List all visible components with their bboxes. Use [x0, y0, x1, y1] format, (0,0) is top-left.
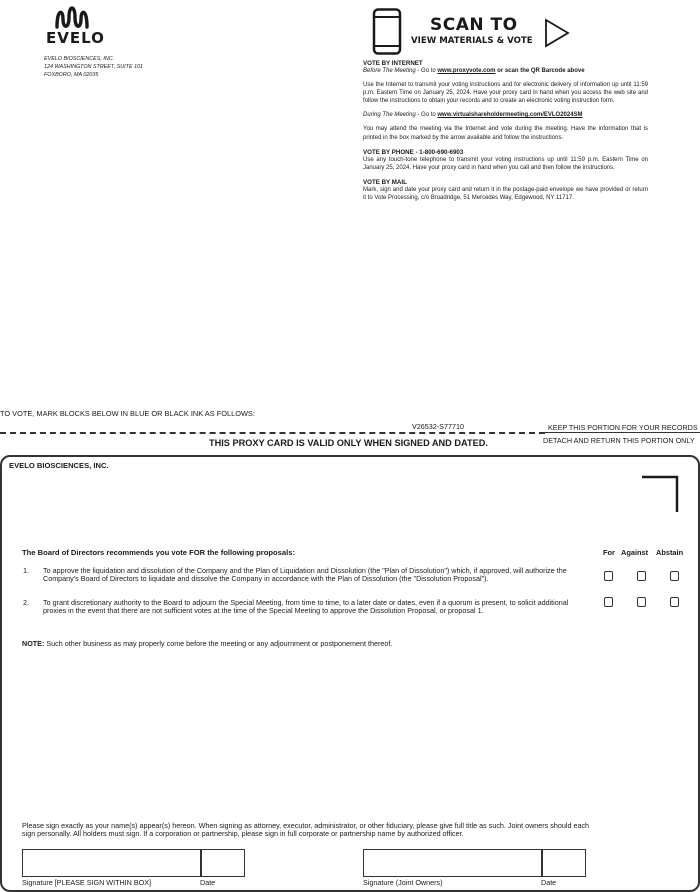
joint-date-box[interactable] — [541, 849, 586, 877]
proposal-1-for-checkbox[interactable] — [604, 571, 613, 581]
during-meeting-line — [363, 111, 648, 119]
qr-text: or scan the QR Barcode above — [495, 68, 585, 74]
phone-text: Use any touch-tone telephone to transmit your voting instructions up until 11:59 p.m. Eastern Time on January 25, 2024. Have your proxy card in hand when you call and then follow the instructions. — [363, 156, 648, 171]
proposal-2-number: 2. — [23, 598, 29, 607]
mail-heading: VOTE BY MAIL — [363, 178, 407, 186]
proposal-2-against-checkbox[interactable] — [637, 597, 646, 607]
company-name: EVELO BIOSCIENCES, INC. — [44, 56, 115, 62]
proposal-2-abstain-checkbox[interactable] — [670, 597, 679, 607]
logo-mark-icon — [44, 3, 104, 31]
keep-portion-label: KEEP THIS PORTION FOR YOUR RECORDS — [548, 423, 698, 432]
detach-line-right — [545, 432, 700, 433]
scan-subtitle: VIEW MATERIALS & VOTE — [411, 36, 533, 46]
proposal-1-abstain-checkbox[interactable] — [670, 571, 679, 581]
during-go-to: - Go to — [415, 112, 438, 119]
mark-instruction: TO VOTE, MARK BLOCKS BELOW IN BLUE OR BLACK INK AS FOLLOWS: — [0, 409, 255, 418]
detach-line — [0, 432, 545, 434]
date-box[interactable] — [200, 849, 245, 877]
company-address — [44, 55, 244, 79]
control-code: V26532-S77710 — [412, 422, 464, 431]
internet-para-1: Use the Internet to transmit your voting instructions and for electronic delivery of information up until 11:59 p.m. Eastern Time on January 25, 2024. Have your proxy card in hand when you access the web site and follow the instructions to obtain your records and to create an electronic voting instruction form. — [363, 82, 648, 105]
proposal-1-text: To approve the liquidation and dissolution of the Company and the Plan of Liquidation and Dissolution (the "Plan of Dissolution") which, if approved, will authorize the Company's Board of Directors to liquidate and dissolve the Company in accordance with the Plan of Dissolution (the "Dissolution Proposal"). — [43, 566, 567, 584]
detach-portion-label: DETACH AND RETURN THIS PORTION ONLY — [543, 436, 695, 445]
internet-para-2: You may attend the meeting via the Internet and vote during the meeting. Have the information that is printed in the box marked by the arrow available and follow the instructions. — [363, 126, 648, 141]
note — [22, 640, 622, 648]
joint-signature-label: Signature (Joint Owners) — [363, 878, 443, 887]
signature-label: Signature [PLEASE SIGN WITHIN BOX] — [22, 878, 152, 887]
scan-title: SCAN TO — [430, 15, 518, 35]
mail-text: Mark, sign and date your proxy card and return it in the postage-paid envelope we have provided or return it to Vote Processing, c/o Broadridge, 51 Mercedes Way, Edgewood, NY 11717. — [363, 186, 648, 201]
col-against: Against — [621, 548, 649, 557]
during-meeting-label: During The Meeting — [363, 112, 416, 119]
note-label: NOTE: — [22, 639, 45, 648]
before-go-to: - Go to — [415, 68, 438, 74]
joint-signature-box[interactable] — [363, 849, 543, 877]
board-recommendation: The Board of Directors recommends you vote FOR the following proposals: — [22, 548, 295, 557]
col-abstain: Abstain — [656, 548, 684, 557]
proposal-2-for-checkbox[interactable] — [604, 597, 613, 607]
arrow-right-icon — [544, 18, 570, 48]
vote-instructions — [363, 60, 648, 202]
sign-instruction: Please sign exactly as your name(s) appear(s) hereon. When signing as attorney, executor, administrator, or other fiduciary, please give full title as such. Joint owners should each sign personally. All holders must sign. If a corporation or partnership, please sign in full corporate or partnership name by authorized officer. — [22, 821, 590, 839]
logo-wordmark: EVELO — [46, 29, 105, 47]
evelo-logo — [44, 3, 104, 47]
before-meeting-line — [363, 67, 648, 75]
card-company-name: EVELO BIOSCIENCES, INC. — [9, 461, 109, 470]
date-label: Date — [200, 878, 216, 887]
proxyvote-link[interactable]: www.proxyvote.com — [437, 68, 496, 74]
phone-heading: VOTE BY PHONE - 1-800-690-6903 — [363, 148, 464, 156]
joint-date-label: Date — [541, 878, 557, 887]
phone-icon — [372, 8, 402, 55]
note-text: Such other business as may properly come before the meeting or any adjournment or postponement thereof. — [44, 639, 393, 648]
virtual-meeting-link[interactable]: www.virtualshareholdermeeting.com/EVLO2024SM — [437, 112, 583, 119]
company-city: FOXBORO, MA 02035 — [44, 72, 99, 78]
corner-mark-icon — [640, 474, 680, 514]
company-street: 124 WASHINGTON STREET, SUITE 101 — [44, 64, 144, 70]
internet-heading: VOTE BY INTERNET — [363, 60, 423, 67]
valid-notice: THIS PROXY CARD IS VALID ONLY WHEN SIGNED AND DATED. — [209, 438, 488, 448]
before-meeting-label: Before The Meeting — [363, 68, 416, 74]
proposal-1-number: 1. — [23, 566, 29, 575]
col-for: For — [603, 548, 615, 557]
signature-box[interactable] — [22, 849, 202, 877]
proposal-2-text: To grant discretionary authority to the Board to adjourn the Special Meeting, from time to time, to a later date or dates, even if a quorum is present, to solicit additional proxies in the event that there are not sufficient votes at the time of the Special Meeting to approve the Dissolution Proposal, or proposal 1. — [43, 598, 569, 616]
proposal-1-against-checkbox[interactable] — [637, 571, 646, 581]
